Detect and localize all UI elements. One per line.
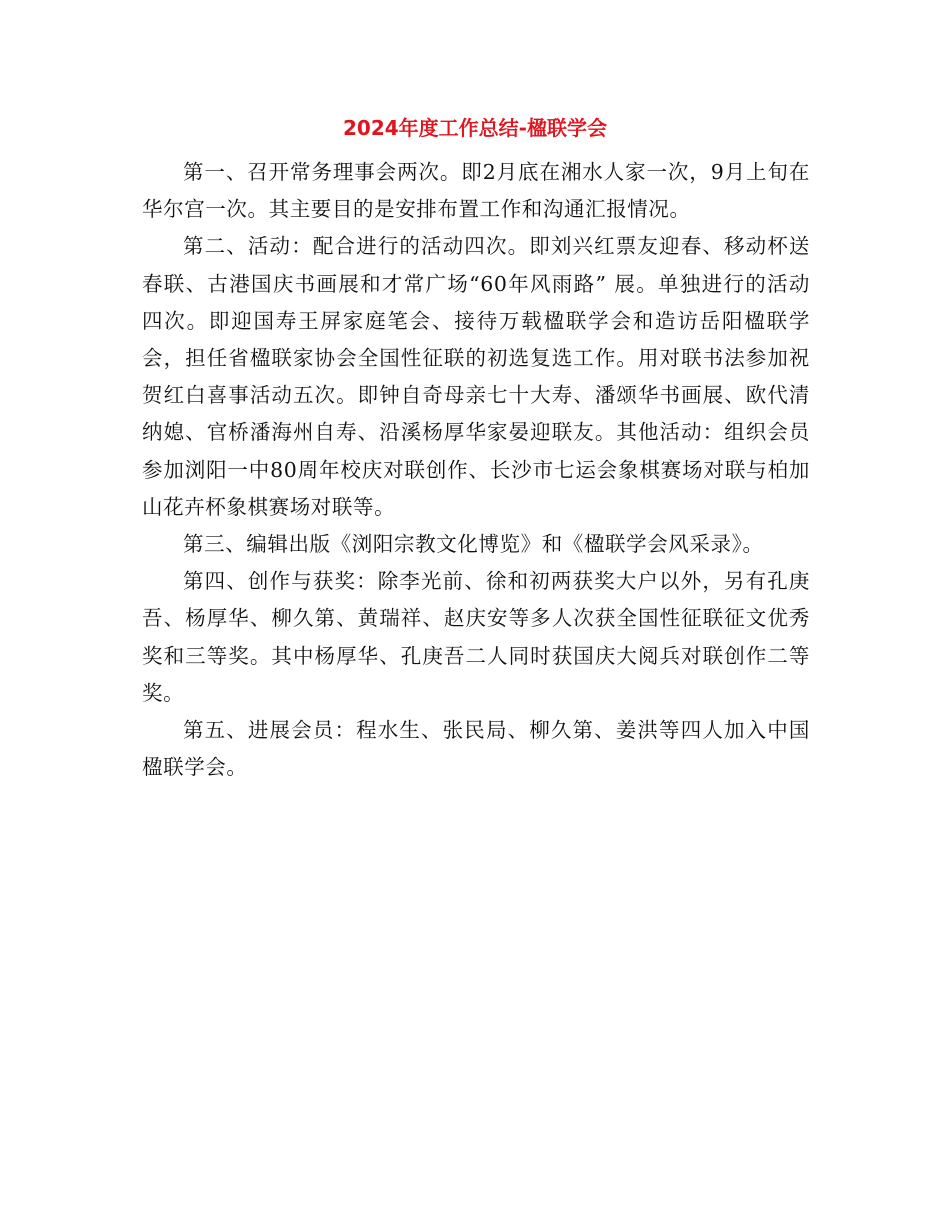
paragraph-publications: 第三、编辑出版《浏阳宗教文化博览》和《楹联学会风采录》。 — [183, 532, 764, 557]
paragraph-members: 第五、进展会员：程水生、张民局、柳久第、姜洪等四人加入中国楹联学会。 — [142, 718, 810, 780]
document-title: 2024年度工作总结-楹联学会 — [343, 116, 607, 140]
paragraph-meetings: 第一、召开常务理事会两次。即2月底在湘水人家一次，9月上旬在华尔宫一次。其主要目的是安排布置工作和沟通汇报情况。 — [142, 160, 810, 222]
document-body — [142, 154, 810, 786]
paragraph-awards: 第四、创作与获奖：除李光前、徐和初两获奖大户以外，另有孔庚吾、杨厚华、柳久第、黄瑞祥、赵庆安等多人次获全国性征联征文优秀奖和三等奖。其中杨厚华、孔庚吾二人同时获国庆大阅兵对联创作二等奖。 — [142, 569, 810, 705]
paragraph-activities: 第二、活动：配合进行的活动四次。即刘兴红票友迎春、移动杯送春联、古港国庆书画展和才常广场“60年风雨路” 展。单独进行的活动四次。即迎国寿王屏家庭笔会、接待万载楹联学会和造访岳阳楹联学会，担任省楹联家协会全国性征联的初选复选工作。用对联书法参加祝贺红白喜事活动五次。即钟自奇母亲七十大寿、潘颂华书画展、欧代清纳媳、官桥潘海州自寿、沿溪杨厚华家晏迎联友。其他活动：组织会员参加浏阳一中80周年校庆对联创作、长沙市七运会象棋赛场对联与柏加山花卉杯象棋赛场对联等。 — [142, 234, 810, 519]
